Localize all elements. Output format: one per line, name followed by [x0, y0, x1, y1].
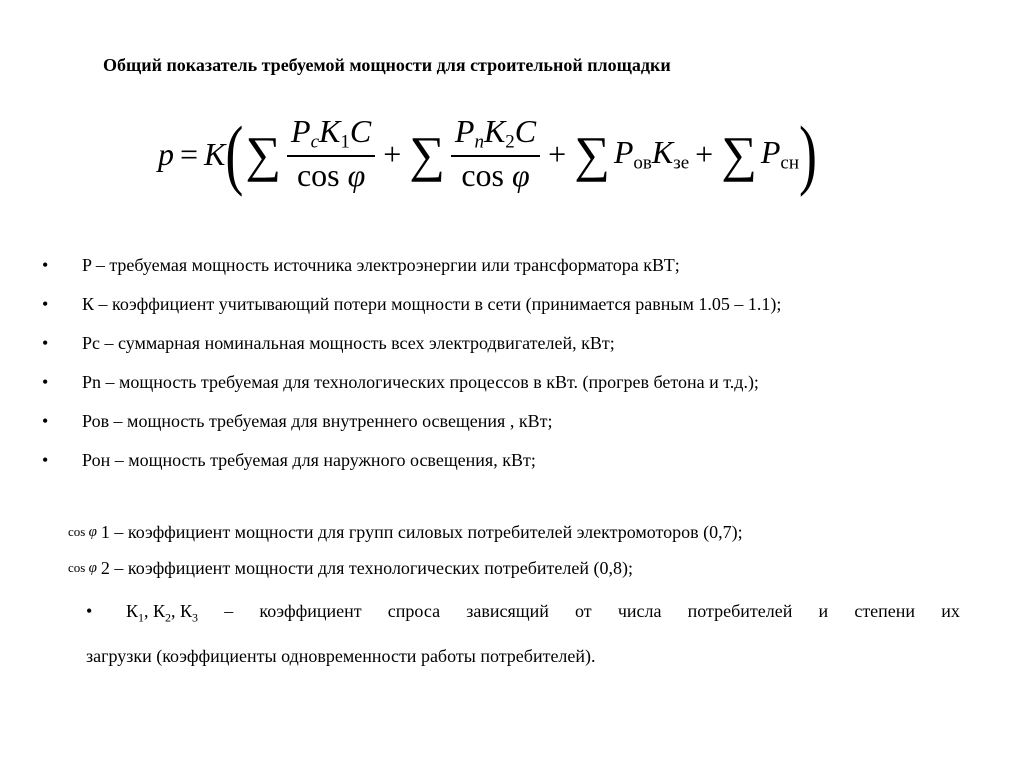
- k-line-2: загрузки (коэффициенты одновременности работы потребителей).: [86, 645, 596, 666]
- formula-term-4: $P_{сн}$: [760, 133, 800, 174]
- formula-plus-1: +: [383, 135, 402, 172]
- slide-title: Общий показатель требуемой мощности для строительной площадки: [103, 55, 671, 75]
- bullet-dot: •: [42, 294, 49, 314]
- power-formula: [158, 112, 817, 196]
- list-item: • Рон – мощность требуемая для наружного освещения, кВт;: [42, 447, 992, 486]
- formula-sum-4: ∑: [721, 126, 757, 182]
- formula-k: K: [204, 135, 226, 172]
- formula-equals: =: [180, 135, 199, 172]
- fraction-1-numerator: $P_cK_1C$: [287, 115, 375, 157]
- list-item: • P – требуемая мощность источника электроэнергии или трансформатора кВТ;: [42, 252, 992, 291]
- bullet-dot: •: [42, 372, 49, 392]
- k-line-1: $К_1$, $К_2$, $К_3$ – коэффициент спроса зависящий от числа потребителей и степени их: [86, 592, 960, 637]
- formula-close-paren: ): [799, 110, 818, 198]
- cos-phi-symbol: cos φ: [68, 560, 97, 576]
- definitions-list: [42, 252, 992, 486]
- demand-coefficient-bullet: [86, 592, 960, 675]
- fraction-2-numerator: $P_nK_2C$: [451, 115, 540, 157]
- formula-fraction-1: [287, 115, 375, 193]
- formula-open-paren: (: [225, 110, 244, 198]
- k-coefficients: $К_1$, $К_2$, $К_3$: [126, 601, 199, 625]
- fraction-2-denominator: cos φ: [461, 157, 530, 194]
- formula-fraction-2: [451, 115, 540, 193]
- list-item: • Рс – суммарная номинальная мощность всех электродвигателей, кВт;: [42, 330, 992, 369]
- cos-phi-line-1: cos φ 1 – коэффициент мощности для групп силовых потребителей электромоторов (0,7);: [68, 519, 743, 545]
- formula-plus-2: +: [548, 135, 567, 172]
- fraction-1-denominator: cos φ: [296, 157, 366, 194]
- formula-plus-3: +: [695, 135, 714, 172]
- formula-sum-1: ∑: [245, 126, 282, 182]
- cos-phi-line-2: cos φ 2 – коэффициент мощности для технологических потребителей (0,8);: [68, 555, 633, 581]
- list-item: • К – коэффициент учитывающий потери мощности в сети (принимается равным 1.05 – 1.1);: [42, 291, 992, 330]
- list-item: • Ров – мощность требуемая для внутреннего освещения , кВт;: [42, 408, 992, 447]
- cos-phi-symbol: cos φ: [68, 524, 97, 540]
- bullet-dot: •: [42, 333, 49, 353]
- formula-sum-3: ∑: [574, 126, 610, 182]
- formula-lhs: p: [158, 135, 174, 172]
- bullet-dot: •: [86, 601, 93, 621]
- list-item: • Рn – мощность требуемая для технологических процессов в кВт. (прогрев бетона и т.д.);: [42, 369, 992, 408]
- bullet-dot: •: [42, 255, 49, 275]
- formula-sum-2: ∑: [409, 126, 445, 182]
- bullet-dot: •: [42, 450, 49, 470]
- formula-term-3: $P_{ов}K_{зе}$: [613, 133, 690, 174]
- bullet-dot: •: [42, 411, 49, 431]
